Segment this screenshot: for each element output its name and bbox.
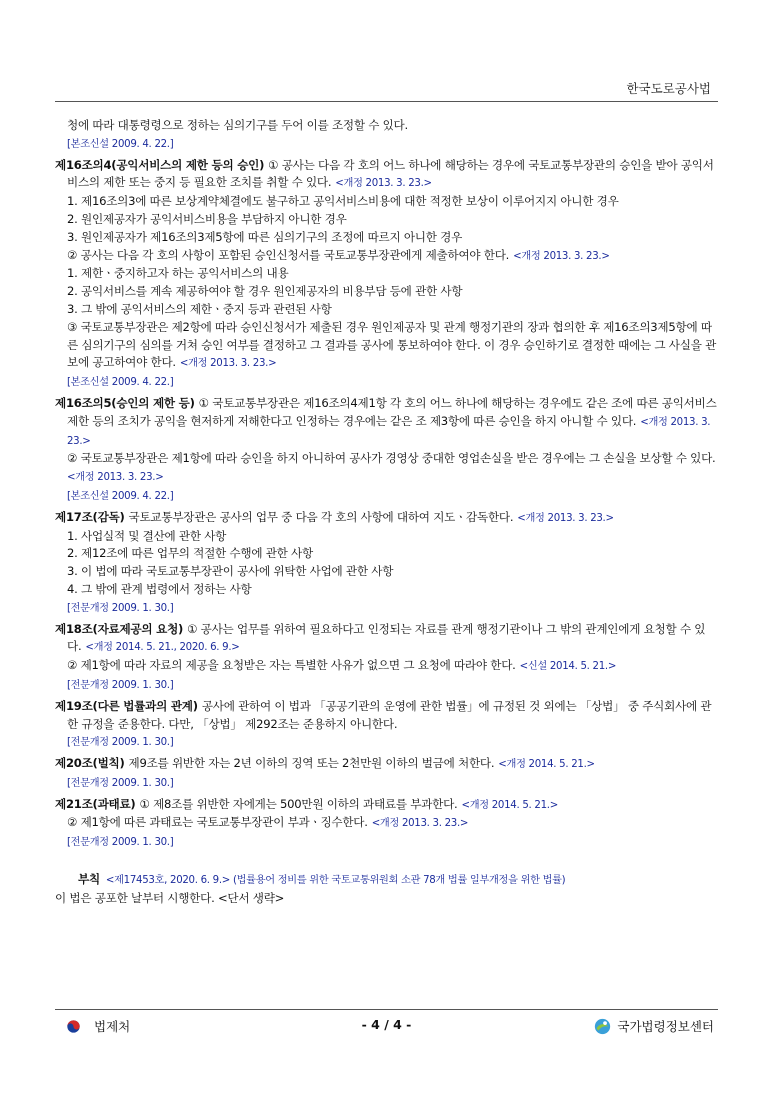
- text-line: [55, 211, 721, 229]
- text-line: [55, 581, 721, 599]
- amendment-note: <개정 2014. 5. 21., 2020. 6. 9.>: [85, 642, 240, 654]
- footer-right-label: 국가법령정보센터: [617, 1019, 714, 1034]
- text-line: [55, 265, 721, 283]
- text-line: [55, 657, 721, 676]
- article-heading: 제16조의5(승인의 제한 등): [55, 395, 195, 410]
- article-text: 3. 그 밖에 공익서비스의 제한ㆍ중지 등과 관련된 사항: [67, 301, 332, 316]
- amendment-note: [전문개정 2009. 1. 30.]: [67, 602, 174, 614]
- document-body: [55, 117, 721, 908]
- text-line: [55, 450, 721, 487]
- text-line: [55, 193, 721, 211]
- article-text: ② 제1항에 따라 자료의 제공을 요청받은 자는 특별한 사유가 없으면 그 요청에 따라야 한다.: [67, 658, 516, 673]
- footer-left-label: 법제처: [94, 1019, 131, 1034]
- amendment-line: [55, 833, 721, 852]
- article-text: ① 공사는 업무를 위하여 필요하다고 인정되는 자료를 관계 행정기관이나 그 밖의 관계인에게 요청할 수 있다.: [67, 621, 706, 654]
- article-text: ② 공사는 다음 각 호의 사항이 포함된 승인신청서를 국토교통부장관에게 제출하여야 한다.: [67, 247, 510, 262]
- article-text: 3. 원인제공자가 제16조의3제5항에 따른 심의기구의 조정에 따르지 아니한 경우: [67, 229, 463, 244]
- article-text: ② 국토교통부장관은 제1항에 따라 승인을 하지 아니하여 공사가 경영상 중대한 영업손실을 받은 경우에는 그 손실을 보상할 수 있다.: [67, 451, 716, 466]
- article-heading: 제19조(다른 법률과의 관계): [55, 698, 198, 713]
- article-heading: 제20조(벌칙): [55, 756, 125, 771]
- amendment-line: [55, 733, 721, 752]
- page-footer: [55, 1017, 718, 1039]
- article-paragraph: [55, 755, 721, 774]
- article-text: 3. 이 법에 따라 국토교통부장관이 공사에 위탁한 사업에 관한 사항: [67, 564, 394, 579]
- amendment-note: [본조신설 2009. 4. 22.]: [67, 377, 174, 389]
- amendment-note: [본조신설 2009. 4. 22.]: [67, 490, 174, 502]
- article-paragraph: [55, 157, 721, 194]
- article-text: ① 공사는 다음 각 호의 어느 하나에 해당하는 경우에 국토교통부장관의 승인을 받아 공익서비스의 제한 또는 중지 등 필요한 조치를 취할 수 있다.: [67, 157, 714, 190]
- amendment-note: <신설 2014. 5. 21.>: [519, 661, 617, 673]
- text-line: [55, 247, 721, 266]
- buchik-title: 부칙: [78, 872, 100, 887]
- text-line: [55, 563, 721, 581]
- buchik-text: 이 법은 공포한 날부터 시행한다. <단서 생략>: [55, 890, 285, 905]
- article-text: 1. 제한ㆍ중지하고자 하는 공익서비스의 내용: [67, 266, 289, 281]
- amendment-note: <개정 2014. 5. 21.>: [498, 759, 595, 771]
- article-heading: 제21조(과태료): [55, 796, 136, 811]
- article-text: 국토교통부장관은 공사의 업무 중 다음 각 호의 사항에 대하여 지도ㆍ감독한다.: [128, 509, 514, 524]
- amendment-note: [전문개정 2009. 1. 30.]: [67, 837, 174, 849]
- article-heading: 제17조(감독): [55, 509, 125, 524]
- text-line: [55, 814, 721, 833]
- amendment-note: [본조신설 2009. 4. 22.]: [67, 138, 174, 150]
- article-text: 공사에 관하여 이 법과 「공공기관의 운영에 관한 법률」에 규정된 것 외에는 「상법」 중 주식회사에 관한 규정을 준용한다. 다만, 「상법」 제292조는 준용하지 아니한다.: [67, 698, 712, 731]
- article-heading: 제18조(자료제공의 요청): [55, 621, 184, 636]
- amendment-note: <개정 2014. 5. 21.>: [461, 799, 558, 811]
- amendment-note: <개정 2013. 3. 23.>: [513, 250, 610, 262]
- footer-right: [594, 1017, 714, 1035]
- amendment-line: [55, 487, 721, 506]
- article-text: ① 국토교통부장관은 제16조의4제1항 각 호의 어느 하나에 해당하는 경우에도 같은 조에 따른 공익서비스 제한 등의 조치가 공익을 현저하게 저해한다고 인정하는 경우에는 같은 조 제3항에 따른 승인을 하지 아니할 수 있다.: [67, 395, 717, 428]
- amendment-note: [전문개정 2009. 1. 30.]: [67, 777, 174, 789]
- article-paragraph: [55, 796, 721, 815]
- header-rule: [55, 101, 718, 102]
- article-paragraph: [55, 509, 721, 528]
- article-text: ① 제8조를 위반한 자에게는 500만원 이하의 과태료를 부과한다.: [139, 796, 458, 811]
- text-line: [55, 319, 721, 373]
- article-text: 2. 제12조에 따른 업무의 적절한 수행에 관한 사항: [67, 546, 313, 561]
- article-text: 2. 공익서비스를 계속 제공하여야 할 경우 원인제공자의 비용부담 등에 관한 사항: [67, 284, 463, 299]
- text-line: [55, 283, 721, 301]
- article-text: ③ 국토교통부장관은 제2항에 따라 승인신청서가 제출된 경우 원인제공자 및 관계 행정기관의 장과 협의한 후 제16조의3제5항에 따른 심의기구의 심의를 거쳐 승인 여부를 결정하고 그 결과를 공사에 통보하여야 한다. 이 경우 승인하기로 결정한 때에는 그 사실을 관보에 공고하여야 한다.: [67, 319, 717, 370]
- amendment-line: [55, 135, 721, 154]
- text-line: [55, 117, 721, 135]
- text-line: [55, 528, 721, 546]
- footer-rule: [55, 1009, 718, 1010]
- amendment-note: <개정 2013. 3. 23.>: [67, 416, 711, 447]
- article-text: 2. 원인제공자가 공익서비스비용을 부담하지 아니한 경우: [67, 211, 347, 226]
- national-law-center-logo-icon: [594, 1018, 611, 1035]
- amendment-note: <개정 2013. 3. 23.>: [67, 472, 164, 484]
- article-text: 4. 그 밖에 관계 법령에서 정하는 사항: [67, 581, 252, 596]
- amendment-note: <개정 2013. 3. 23.>: [179, 358, 277, 370]
- article-text: 1. 사업실적 및 결산에 관한 사항: [67, 528, 227, 543]
- amendment-line: [55, 373, 721, 392]
- text-line: [55, 545, 721, 563]
- text-line: [55, 301, 721, 319]
- page-number: - 4 / 4 -: [361, 1017, 412, 1032]
- article-heading: 제16조의4(공익서비스의 제한 등의 승인): [55, 157, 265, 172]
- supplementary-provisions: [55, 871, 721, 890]
- buchik-amend-note: <제17453호, 2020. 6. 9.> (법률용어 정비를 위한 국토교통위원회 소관 78개 법률 일부개정을 위한 법률): [105, 875, 566, 887]
- document-title: 한국도로공사법: [626, 81, 711, 96]
- amendment-line: [55, 774, 721, 793]
- amendment-line: [55, 599, 721, 618]
- article-paragraph: [55, 621, 721, 658]
- text-line: [55, 229, 721, 247]
- amendment-note: [전문개정 2009. 1. 30.]: [67, 679, 174, 691]
- article-text: 제9조를 위반한 자는 2년 이하의 징역 또는 2천만원 이하의 벌금에 처한다.: [128, 756, 495, 771]
- article-text: ② 제1항에 따른 과태료는 국토교통부장관이 부과ㆍ징수한다.: [67, 815, 368, 830]
- amendment-note: [전문개정 2009. 1. 30.]: [67, 737, 174, 749]
- article-paragraph: [55, 395, 721, 450]
- article-paragraph: [55, 698, 721, 734]
- article-text: 1. 제16조의3에 따른 보상계약체결에도 불구하고 공익서비스비용에 대한 적정한 보상이 이루어지지 아니한 경우: [67, 194, 619, 209]
- amendment-note: <개정 2013. 3. 23.>: [335, 178, 432, 190]
- article-text: 청에 따라 대통령령으로 정하는 심의기구를 두어 이를 조정할 수 있다.: [67, 118, 408, 132]
- amendment-line: [55, 676, 721, 695]
- amendment-note: <개정 2013. 3. 23.>: [371, 818, 469, 830]
- amendment-note: <개정 2013. 3. 23.>: [517, 512, 614, 524]
